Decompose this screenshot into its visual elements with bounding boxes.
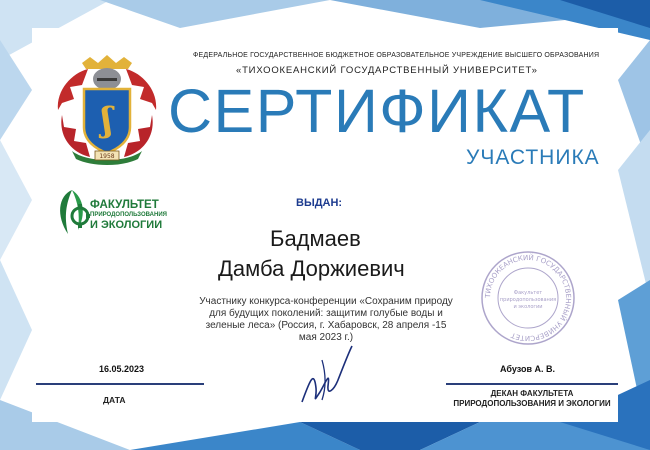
dean-name: Абузов А. В. — [500, 364, 555, 374]
faculty-logo-line2: ПРИРОДОПОЛЬЗОВАНИЯ — [90, 212, 167, 218]
recipient-surname: Бадмаев — [270, 226, 361, 251]
certificate-subtitle: УЧАСТНИКА — [466, 146, 600, 169]
dean-underline — [446, 383, 618, 385]
stamp-ring-text: ТИХООКЕАНСКИЙ ГОСУДАРСТВЕННЫЙ УНИВЕРСИТЕТ — [483, 253, 573, 343]
participation-description: Участнику конкурса-конференции «Сохраним природу для будущих поколений: защитим голубые воды и зеленые леса» (Россия, г. Хабаровск, 28 апреля -15 мая 2023 г.) — [199, 296, 453, 343]
dean-title: ДЕКАН ФАКУЛЬТЕТА ПРИРОДОПОЛЬЗОВАНИЯ И ЭКОЛОГИИ — [453, 389, 611, 408]
dean-signature — [292, 340, 362, 412]
recipient-given-names: Дамба Доржиевич — [218, 256, 405, 281]
date-label: ДАТА — [103, 395, 126, 405]
issue-date: 16.05.2023 — [99, 364, 145, 374]
university-name: «ТИХООКЕАНСКИЙ ГОСУДАРСТВЕННЫЙ УНИВЕРСИТЕТ» — [236, 65, 538, 76]
svg-text:и экологии: и экологии — [513, 304, 543, 310]
institution-type: ФЕДЕРАЛЬНОЕ ГОСУДАРСТВЕННОЕ БЮДЖЕТНОЕ ОБРАЗОВАТЕЛЬНОЕ УЧРЕЖДЕНИЕ ВЫСШЕГО ОБРАЗОВАНИЯ — [193, 52, 600, 59]
university-emblem — [52, 55, 162, 170]
emblem-year: 1958 — [99, 153, 115, 160]
faculty-logo-line3: И ЭКОЛОГИИ — [90, 219, 163, 231]
issued-label: ВЫДАН: — [296, 197, 343, 209]
svg-text:ʃ: ʃ — [101, 100, 113, 140]
faculty-logo-line1: ФАКУЛЬТЕТ — [90, 199, 159, 211]
faculty-leaf-icon — [54, 186, 90, 238]
svg-text:Факультет: Факультет — [513, 290, 543, 296]
svg-text:природопользования: природопользования — [499, 297, 557, 303]
university-stamp — [478, 248, 578, 348]
certificate-title: СЕРТИФИКАТ — [168, 77, 586, 145]
date-underline — [36, 383, 204, 385]
